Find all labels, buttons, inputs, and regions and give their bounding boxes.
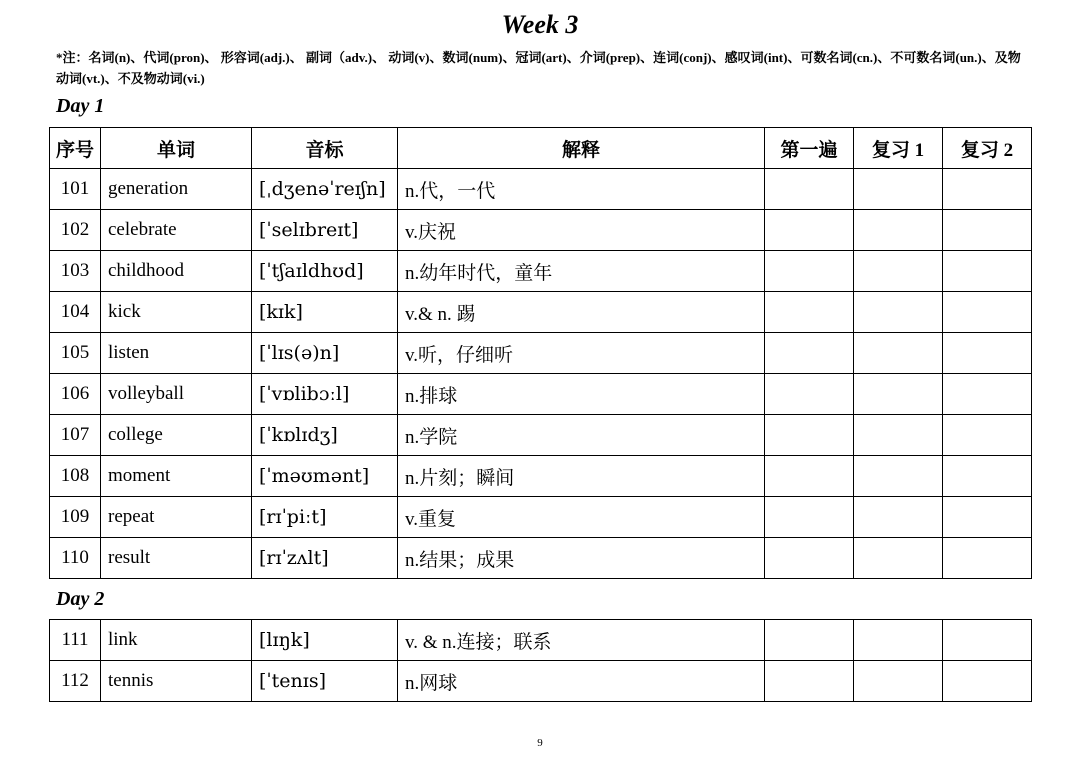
table-row: [50, 251, 1032, 292]
row-definition: n.结果；成果: [398, 538, 765, 579]
first-pass-cell: [765, 374, 854, 415]
row-word: link: [101, 620, 252, 661]
review-1-cell: [854, 374, 943, 415]
header-review-2: 复习 2: [943, 128, 1032, 169]
review-2-cell: [943, 292, 1032, 333]
row-word: result: [101, 538, 252, 579]
row-word: repeat: [101, 497, 252, 538]
header-word: 单词: [101, 128, 252, 169]
row-definition: v. & n.连接；联系: [398, 620, 765, 661]
row-phonetic: [rɪˈzʌlt]: [252, 538, 398, 579]
header-definition: 解释: [398, 128, 765, 169]
row-number: 105: [50, 333, 101, 374]
header-review-1: 复习 1: [854, 128, 943, 169]
row-phonetic: [rɪˈpiːt]: [252, 497, 398, 538]
row-number: 106: [50, 374, 101, 415]
review-1-cell: [854, 415, 943, 456]
row-number: 107: [50, 415, 101, 456]
first-pass-cell: [765, 415, 854, 456]
review-1-cell: [854, 620, 943, 661]
row-word: moment: [101, 456, 252, 497]
row-definition: v.听，仔细听: [398, 333, 765, 374]
row-definition: n.幼年时代，童年: [398, 251, 765, 292]
row-number: 111: [50, 620, 101, 661]
part-of-speech-note: *注：名词(n)、代词(pron)、 形容词(adj.)、 副词（adv.)、 动词(v)、数词(num)、冠词(art)、介词(prep)、连词(conj)、感叹词(int)、可数名词(cn.)、不可数名词(un.)、及物动词(vt.)、不及物动词(vi.): [56, 50, 1021, 86]
first-pass-cell: [765, 497, 854, 538]
first-pass-cell: [765, 292, 854, 333]
row-phonetic: [ˈvɒlibɔːl]: [252, 374, 398, 415]
review-2-cell: [943, 251, 1032, 292]
row-phonetic: [ˈtenɪs]: [252, 661, 398, 702]
table-row: [50, 333, 1032, 374]
row-phonetic: [kɪk]: [252, 292, 398, 333]
row-number: 109: [50, 497, 101, 538]
row-phonetic: [ˈməʊmənt]: [252, 456, 398, 497]
first-pass-cell: [765, 661, 854, 702]
review-2-cell: [943, 169, 1032, 210]
row-number: 103: [50, 251, 101, 292]
row-word: tennis: [101, 661, 252, 702]
day-2-vocab-table: [49, 619, 1032, 702]
row-phonetic: [ˈtʃaɪldhʊd]: [252, 251, 398, 292]
row-number: 108: [50, 456, 101, 497]
review-2-cell: [943, 415, 1032, 456]
row-definition: v.& n. 踢: [398, 292, 765, 333]
row-number: 104: [50, 292, 101, 333]
row-definition: n.网球: [398, 661, 765, 702]
row-word: celebrate: [101, 210, 252, 251]
review-2-cell: [943, 333, 1032, 374]
row-phonetic: [ˈselɪbreɪt]: [252, 210, 398, 251]
table-row: [50, 374, 1032, 415]
row-definition: n.代，一代: [398, 169, 765, 210]
first-pass-cell: [765, 169, 854, 210]
row-definition: v.庆祝: [398, 210, 765, 251]
first-pass-cell: [765, 620, 854, 661]
review-2-cell: [943, 620, 1032, 661]
row-number: 101: [50, 169, 101, 210]
review-1-cell: [854, 538, 943, 579]
table-row: [50, 415, 1032, 456]
table-row: [50, 661, 1032, 702]
review-1-cell: [854, 333, 943, 374]
row-word: listen: [101, 333, 252, 374]
table-row: [50, 210, 1032, 251]
row-word: volleyball: [101, 374, 252, 415]
row-word: kick: [101, 292, 252, 333]
table-row: [50, 169, 1032, 210]
header-index: 序号: [50, 128, 101, 169]
review-2-cell: [943, 497, 1032, 538]
review-1-cell: [854, 210, 943, 251]
review-2-cell: [943, 210, 1032, 251]
table-row: [50, 497, 1032, 538]
row-definition: v.重复: [398, 497, 765, 538]
review-1-cell: [854, 292, 943, 333]
row-word: childhood: [101, 251, 252, 292]
first-pass-cell: [765, 456, 854, 497]
review-1-cell: [854, 661, 943, 702]
day-1-label: Day 1: [56, 95, 105, 117]
table-row: [50, 292, 1032, 333]
review-1-cell: [854, 251, 943, 292]
row-definition: n.片刻；瞬间: [398, 456, 765, 497]
row-number: 112: [50, 661, 101, 702]
page-title: Week 3: [501, 10, 579, 39]
table-row: [50, 620, 1032, 661]
review-2-cell: [943, 456, 1032, 497]
review-2-cell: [943, 374, 1032, 415]
header-first-pass: 第一遍: [765, 128, 854, 169]
table-header-row: [50, 128, 1032, 169]
review-1-cell: [854, 169, 943, 210]
row-definition: n.排球: [398, 374, 765, 415]
row-word: generation: [101, 169, 252, 210]
row-number: 102: [50, 210, 101, 251]
first-pass-cell: [765, 210, 854, 251]
first-pass-cell: [765, 538, 854, 579]
row-phonetic: [lɪŋk]: [252, 620, 398, 661]
review-2-cell: [943, 538, 1032, 579]
review-1-cell: [854, 497, 943, 538]
table-row: [50, 538, 1032, 579]
row-phonetic: [ˈkɒlɪdʒ]: [252, 415, 398, 456]
first-pass-cell: [765, 251, 854, 292]
day-2-label: Day 2: [56, 588, 105, 610]
first-pass-cell: [765, 333, 854, 374]
header-phonetic: 音标: [252, 128, 398, 169]
row-definition: n.学院: [398, 415, 765, 456]
table-row: [50, 456, 1032, 497]
page-number: 9: [537, 737, 543, 749]
row-word: college: [101, 415, 252, 456]
row-phonetic: [ˈlɪs(ə)n]: [252, 333, 398, 374]
row-number: 110: [50, 538, 101, 579]
review-2-cell: [943, 661, 1032, 702]
day-1-vocab-table: [49, 127, 1032, 579]
row-phonetic: [ˌdʒenəˈreɪʃn]: [252, 169, 398, 210]
review-1-cell: [854, 456, 943, 497]
